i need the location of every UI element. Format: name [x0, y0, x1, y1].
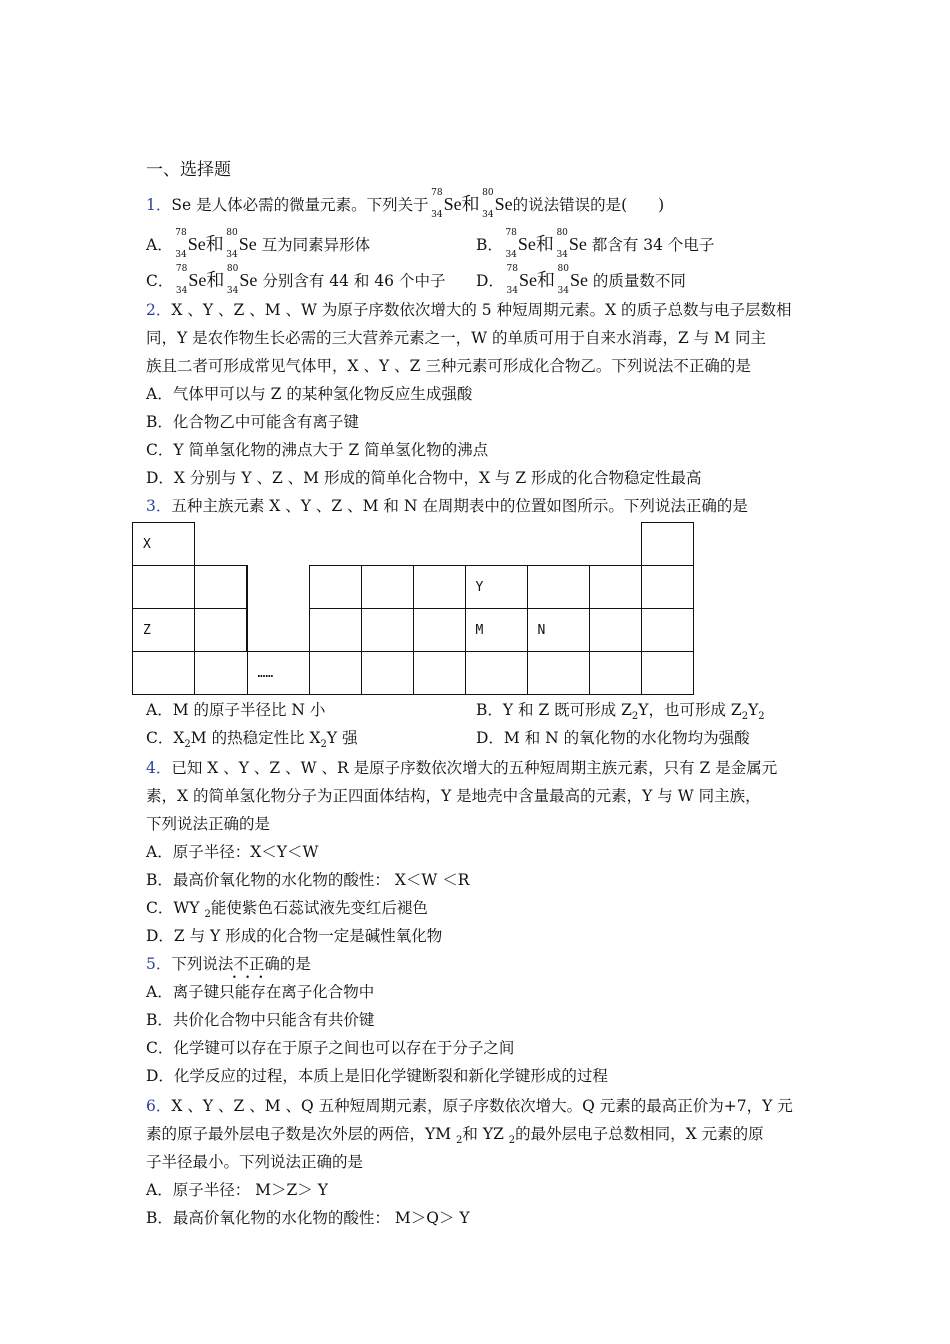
- q6-line-2: 素的原子最外层电子数是次外层的两倍，YM $_2$和 YZ $_2$的最外层电子总数相同，X 元素的原: [146, 1125, 764, 1146]
- q1-option-b: B． 78 34 Se和 80 34 Se 都含有 34 个电子: [476, 228, 715, 260]
- q1-option-a: A． 78 34 Se和 80 34 Se 互为同素异形体: [146, 228, 371, 260]
- nuclide-80se: 80 34: [482, 188, 494, 220]
- q4-option-c: C．WY $_2$能使紫色石蕊试液先变红后褪色: [146, 899, 428, 920]
- q2-option-a: A．气体甲可以与 Z 的某种氢化物反应生成强酸: [146, 385, 473, 403]
- cell-ellipsis: ……: [247, 652, 309, 695]
- periodic-table-figure: [132, 522, 694, 695]
- nuclide-78se: 78 34: [431, 188, 443, 220]
- emphasis-dots: • • •: [232, 973, 267, 982]
- q6-option-b: B．最高价氧化物的水化物的酸性： M＞Q＞ Y: [146, 1209, 470, 1227]
- cell-m: M: [465, 609, 527, 652]
- q3-option-c: C．$X_2M$ 的热稳定性比 $X_2Y$ 强: [146, 729, 358, 750]
- question-5: 5．下列说法不正确的是: [146, 955, 311, 973]
- q3-option-a: A．M 的原子半径比 N 小: [146, 701, 326, 719]
- q4-line-3: 下列说法正确的是: [146, 815, 271, 833]
- q1-option-d: D． 78 34 Se和 80 34 Se 的质量数不同: [476, 264, 686, 296]
- section-title: 一、选择题: [146, 160, 231, 180]
- cell-n: N: [527, 609, 589, 652]
- cell-z: Z: [133, 609, 195, 652]
- q5-option-a: A．离子键只能存在离子化合物中: [146, 983, 375, 1001]
- q4-option-a: A．原子半径：X＜Y＜W: [146, 843, 319, 861]
- q6-line-3: 子半径最小。下列说法正确的是: [146, 1153, 364, 1171]
- question-text: Se 是人体必需的微量元素。下列关于: [171, 196, 429, 214]
- q4-line-2: 素，X 的简单氢化物分子为正四面体结构，Y 是地壳中含量最高的元素，Y 与 W 同主族，: [146, 787, 761, 805]
- cell-empty: [641, 523, 693, 566]
- q5-option-d: D．化学反应的过程，本质上是旧化学键断裂和新化学键形成的过程: [146, 1067, 608, 1085]
- question-6: 6．X 、Y 、Z 、M 、Q 五种短周期元素，原子序数依次增大。Q 元素的最高正价为+7，Y 元: [146, 1097, 793, 1115]
- question-3: 3．五种主族元素 X 、Y 、Z 、M 和 N 在周期表中的位置如图所示。下列说法正确的是: [146, 497, 748, 515]
- cell-y: Y: [465, 566, 527, 609]
- question-number: 1．: [146, 196, 172, 214]
- q4-option-d: D．Z 与 Y 形成的化合物一定是碱性氧化物: [146, 927, 443, 945]
- cell-x: X: [133, 523, 195, 566]
- q2-line-2: 同，Y 是农作物生长必需的三大营养元素之一，W 的单质可用于自来水消毒，Z 与 M 同主: [146, 329, 766, 347]
- q4-option-b: B．最高价氧化物的水化物的酸性： X＜W ＜R: [146, 871, 470, 889]
- q3-option-b: B．Y 和 Z 既可形成 $Z_2Y$，也可形成 $Z_2Y_2$: [476, 701, 765, 722]
- q6-option-a: A．原子半径： M＞Z＞ Y: [146, 1181, 328, 1199]
- question-4: 4．已知 X 、Y 、Z 、W 、R 是原子序数依次增大的五种短周期主族元素，只有 Z 是金属元: [146, 759, 778, 777]
- q2-option-b: B．化合物乙中可能含有离子键: [146, 413, 359, 431]
- q5-option-c: C．化学键可以存在于原子之间也可以存在于分子之间: [146, 1039, 515, 1057]
- question-1: 1．Se 是人体必需的微量元素。下列关于 78 34 Se和 80 34 Se的说法错误的是( ): [146, 188, 665, 220]
- question-2: 2．X 、Y 、Z 、M 、W 为原子序数依次增大的 5 种短周期元素。X 的质子总数与电子层数相: [146, 301, 792, 319]
- q2-option-c: C．Y 简单氢化物的沸点大于 Z 简单氢化物的沸点: [146, 441, 489, 459]
- q3-option-d: D．M 和 N 的氧化物的水化物均为强酸: [476, 729, 750, 747]
- q2-option-d: D．X 分别与 Y 、Z 、M 形成的简单化合物中，X 与 Z 形成的化合物稳定性最高: [146, 469, 702, 487]
- q1-option-c: C． 78 34 Se和 80 34 Se 分别含有 44 和 46 个中子: [146, 264, 446, 296]
- q2-line-3: 族且二者可形成常见气体甲，X 、Y 、Z 三种元素可形成化合物乙。下列说法不正确的是: [146, 357, 751, 375]
- question-text-end: 的说法错误的是( ): [512, 196, 665, 214]
- q5-option-b: B．共价化合物中只能含有共价键: [146, 1011, 375, 1029]
